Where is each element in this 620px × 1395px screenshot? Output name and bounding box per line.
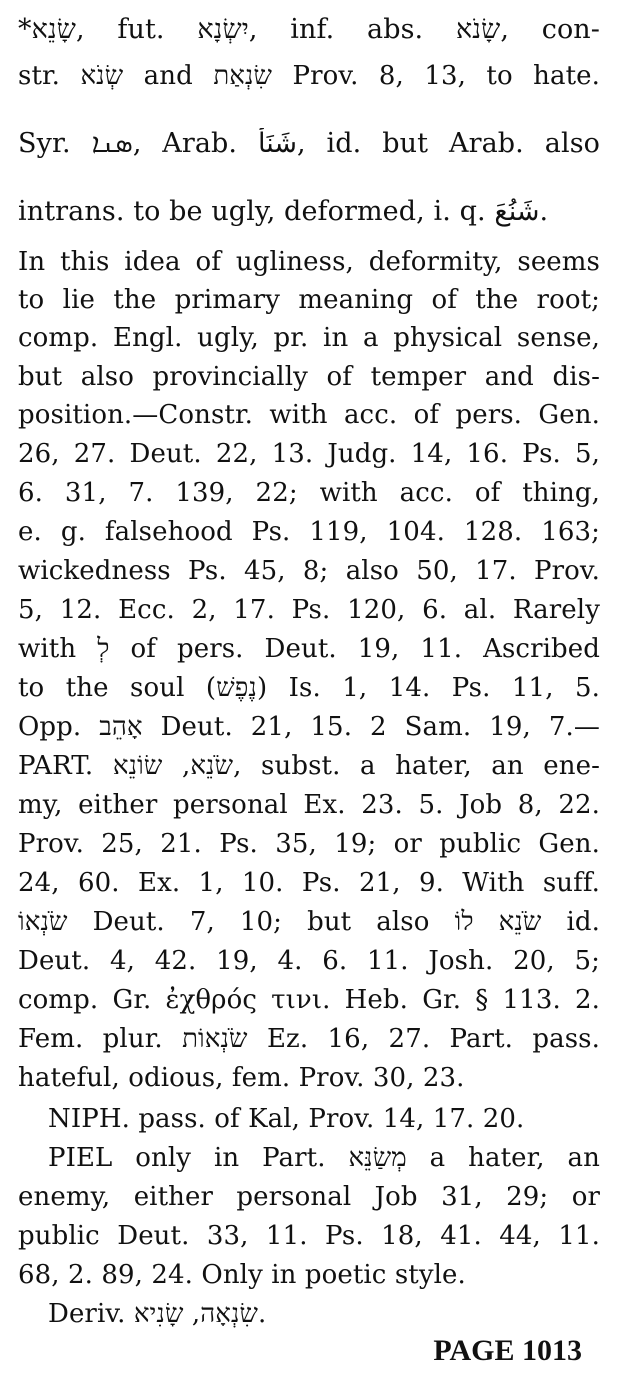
page-number: PAGE 1013 [433,1334,582,1367]
entry-line: Opp. אָהֵב Deut. 21, 15. 2 Sam. 19, 7.— [18,712,600,742]
entry-line: 6. 31, 7. 139, 22; with acc. of thing, [18,478,600,508]
entry-line: In this idea of ugliness, deformity, seems [18,247,600,277]
entry-line: Fem. plur. שֹׂנְאוֹת Ez. 16, 27. Part. pass. [18,1024,600,1054]
entry-line: Prov. 25, 21. Ps. 35, 19; or public Gen. [18,829,600,859]
entry-line: my, either personal Ex. 23. 5. Job 8, 22. [18,790,600,820]
entry-line: with לְ of pers. Deut. 19, 11. Ascribed [18,634,600,664]
entry-line: *שָׂנֵא, fut. יִשְׂנָא, inf. abs. שָׂנֹא, con- [18,14,600,45]
entry-line: to the soul (נֶפֶשׁ) Is. 1, 14. Ps. 11, 5. [18,673,600,703]
entry-line: NIPH. pass. of Kal, Prov. 14, 17. 20. [48,1104,525,1134]
entry-line: שֹׂנְאוֹ Deut. 7, 10; but also שֹׂנֵא לוֹ id. [18,907,600,937]
entry-line: str. שְׂנֹא and שִׂנְאַת Prov. 8, 13, to hate. [18,61,600,91]
entry-line: e. g. falsehood Ps. 119, 104. 128. 163; [18,517,600,547]
entry-line: to lie the primary meaning of the root; [18,285,600,315]
entry-line: intrans. to be ugly, deformed, i. q. شَنُعَ. [18,196,549,227]
entry-line: 5, 12. Ecc. 2, 17. Ps. 120, 6. al. Rarely [18,595,600,625]
entry-line: Deut. 4, 42. 19, 4. 6. 11. Josh. 20, 5; [18,946,600,976]
entry-line: 24, 60. Ex. 1, 10. Ps. 21, 9. With suff. [18,868,600,898]
entry-line: public Deut. 33, 11. Ps. 18, 41. 44, 11. [18,1221,600,1251]
entry-line: but also provincially of temper and dis- [18,362,600,392]
entry-line: comp. Gr. ἐχθρός τινι. Heb. Gr. § 113. 2. [18,985,600,1015]
entry-line: Deriv. שִׂנְאָה, שָׂנִיא. [48,1299,267,1329]
entry-line: enemy, either personal Job 31, 29; or [18,1182,600,1212]
entry-line: position.—Constr. with acc. of pers. Gen. [18,400,600,430]
entry-line: comp. Engl. ugly, pr. in a physical sense, [18,323,600,353]
entry-line: hateful, odious, fem. Prov. 30, 23. [18,1063,465,1093]
entry-line: PART. שֹׂנֵא, שׂוֹנֵא, subst. a hater, an ene- [18,751,600,781]
entry-line: 26, 27. Deut. 22, 13. Judg. 14, 16. Ps. 5, [18,439,600,469]
entry-line: Syr. ܣܢܐ, Arab. شَنَأَ, id. but Arab. also [18,128,600,159]
entry-line: 68, 2. 89, 24. Only in poetic style. [18,1260,466,1290]
entry-line: PIEL only in Part. מְשַׂנֵּא a hater, an [48,1143,600,1173]
entry-line: wickedness Ps. 45, 8; also 50, 17. Prov. [18,556,600,586]
